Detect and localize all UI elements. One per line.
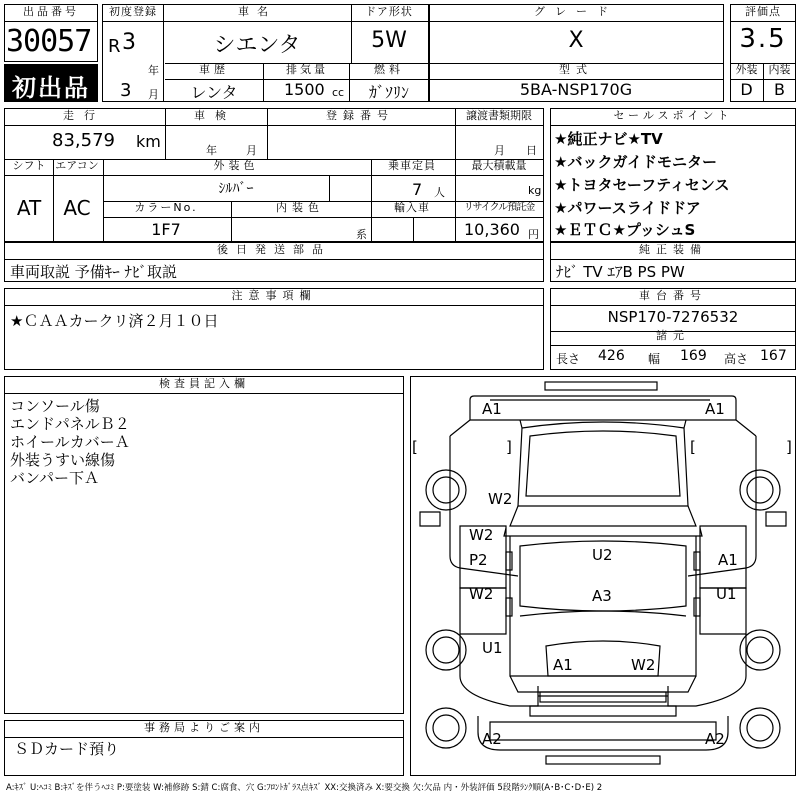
office-label: 事務局よりご案内: [144, 721, 264, 734]
capacity-unit: 人: [434, 186, 445, 199]
first-listing-text: 初出品: [12, 74, 90, 102]
model-label: 型式: [559, 63, 593, 76]
fuel-label: 燃料: [374, 63, 404, 76]
displacement: 1500: [284, 80, 325, 99]
door-type: 5W: [371, 28, 407, 53]
mileage: 83,579: [52, 130, 115, 151]
sales-points-label: セールスポイント: [613, 109, 733, 122]
shift: AT: [16, 196, 42, 220]
chassis-label: 車台番号: [639, 289, 707, 302]
dimensions-label: 諸元: [656, 329, 690, 342]
score-label: 評価点: [745, 5, 781, 18]
bracket-left-close: ]: [506, 438, 512, 456]
era: R: [108, 36, 121, 57]
inspector-line-1: コンソール傷: [10, 397, 100, 415]
int-label: 内装: [768, 63, 791, 76]
exterior-color: ｼﾙﾊﾞｰ: [218, 181, 254, 197]
caution-label: 注意事項欄: [231, 289, 317, 302]
equipment-label: 純正装備: [639, 243, 707, 256]
grade-label: グレード: [534, 5, 618, 18]
model: 5BA-NSP170G: [519, 80, 633, 99]
chassis-number: NSP170-7276532: [607, 308, 739, 326]
later-parts-text: 車両取説 予備ｷｰ ﾅﾋﾞ取説: [10, 263, 178, 281]
bracket-left-open: [: [412, 438, 418, 456]
width-value: 169: [680, 348, 707, 364]
int-grade: B: [774, 80, 785, 99]
sales-point-1: ★純正ナビ★TV: [554, 130, 663, 148]
month-num: 3: [120, 80, 132, 101]
spec-grid: [4, 108, 544, 242]
year-num: 3: [122, 30, 136, 55]
damage-mark-front-right: A1: [705, 400, 725, 418]
caution-text: ★ＣＡＡカークリ済２月１０日: [10, 312, 219, 330]
history: レンタ: [190, 83, 238, 102]
year-unit: 年: [148, 64, 159, 77]
width-label: 幅: [648, 352, 661, 366]
damage-mark-rear-right: A2: [705, 730, 725, 748]
lot-number-label: 出品番号: [23, 5, 79, 18]
score: 3.5: [739, 24, 787, 54]
load-unit: kg: [528, 184, 542, 197]
damage-mark-roof: U2: [592, 546, 613, 564]
damage-mark-left-rear-door: W2: [469, 585, 494, 603]
regno-label: 登録番号: [326, 109, 394, 122]
recycle-fee: 10,360: [464, 220, 520, 239]
legend: A:ｷｽﾞ U:ﾍｺﾐ B:ｷｽﾞを伴うﾍｺﾐ P:要塗装 W:補修跡 S:錆 C:腐食、穴 G:ﾌﾛﾝﾄｶﾞﾗｽ点ｷｽﾞ XX:交換済み X:要交換 欠:欠品 内・外装評価 5段階ﾗﾝｸ順(A･B･C･D･E) 2: [6, 783, 603, 793]
damage-mark-roof-rear: A3: [592, 587, 612, 605]
transfer-day-unit: 日: [526, 144, 537, 157]
length-value: 426: [598, 348, 625, 364]
inspection-year-unit: 年: [206, 144, 217, 157]
transfer-month-unit: 月: [494, 144, 505, 157]
car-name: シエンタ: [213, 33, 301, 58]
sales-point-5: ★ＥＴＣ★プッシュS: [554, 221, 696, 239]
ext-grade: D: [740, 80, 753, 99]
damage-mark-rear-left: A2: [482, 730, 502, 748]
first-reg-label: 初度登録: [109, 5, 157, 18]
sales-point-2: ★バックガイドモニター: [554, 153, 717, 171]
damage-mark-tailgate-left: A1: [553, 656, 573, 674]
ext-label: 外装: [735, 63, 758, 76]
history-label: 車歴: [199, 63, 229, 76]
recycle-unit: 円: [528, 228, 539, 241]
damage-mark-right-rear-door: U1: [716, 585, 737, 603]
capacity-label: 乗車定員: [388, 159, 436, 172]
interior-color-label: 内装色: [276, 201, 324, 214]
mileage-label: 走行: [63, 109, 105, 122]
colorno-label: カラーNo.: [134, 201, 198, 214]
office-text: ＳＤカード預り: [14, 740, 120, 758]
sales-point-4: ★パワースライドドア: [554, 199, 701, 217]
mileage-unit: km: [136, 132, 161, 151]
inspector-line-5: バンパー下Ａ: [10, 469, 99, 487]
inspector-line-2: エンドパネルＢ２: [10, 415, 130, 433]
damage-mark-left-front-door: W2: [469, 526, 494, 544]
displacement-unit: cc: [332, 86, 345, 99]
damage-mark-left-rear-fender: U1: [482, 639, 503, 657]
damage-mark-left-fender: W2: [488, 490, 513, 508]
length-label: 長さ: [556, 352, 581, 366]
lot-number: 30057: [6, 24, 92, 59]
sales-point-3: ★トヨタセーフティセンス: [554, 176, 730, 194]
equipment-text: ﾅﾋﾞ TV ｴｱB PS PW: [556, 263, 685, 281]
grade: X: [568, 28, 584, 53]
import-label: 輸入車: [394, 201, 430, 214]
damage-mark-front-left: A1: [482, 400, 502, 418]
bracket-right-close: ]: [786, 438, 792, 456]
capacity: 7: [412, 180, 423, 199]
shift-label: シフト: [12, 159, 46, 172]
color-number: 1F7: [151, 220, 181, 239]
transfer-label: 譲渡書類期限: [466, 109, 532, 122]
ac: AC: [63, 196, 91, 220]
displacement-label: 排気量: [286, 63, 328, 76]
inspection-label: 車検: [194, 109, 236, 122]
damage-mark-right-front-door: A1: [718, 551, 738, 569]
fuel: ｶﾞｿﾘﾝ: [368, 83, 409, 102]
later-parts-label: 後日発送部品: [217, 243, 331, 256]
month-unit: 月: [148, 88, 159, 101]
height-value: 167: [760, 348, 787, 364]
inspector-line-3: ホイールカバーＡ: [10, 433, 130, 451]
color-label: 外装色: [213, 159, 259, 172]
car-diagram: [410, 376, 796, 776]
inspector-label: 検査員記入欄: [159, 377, 249, 390]
recycle-label: リサイクル預託金: [463, 202, 535, 213]
damage-mark-left-front-door-2: P2: [469, 551, 488, 569]
damage-mark-tailgate-right: W2: [631, 656, 656, 674]
height-label: 高さ: [724, 352, 749, 366]
ac-label: エアコン: [55, 159, 99, 172]
inspector-line-4: 外装うすい線傷: [10, 451, 116, 469]
inspection-month-unit: 月: [246, 144, 257, 157]
car-name-label: 車名: [238, 5, 276, 18]
bracket-right-open: [: [690, 438, 696, 456]
door-label: ドア形状: [365, 5, 413, 18]
load-label: 最大積載量: [471, 159, 527, 172]
interior-color-unit: 系: [356, 228, 367, 241]
